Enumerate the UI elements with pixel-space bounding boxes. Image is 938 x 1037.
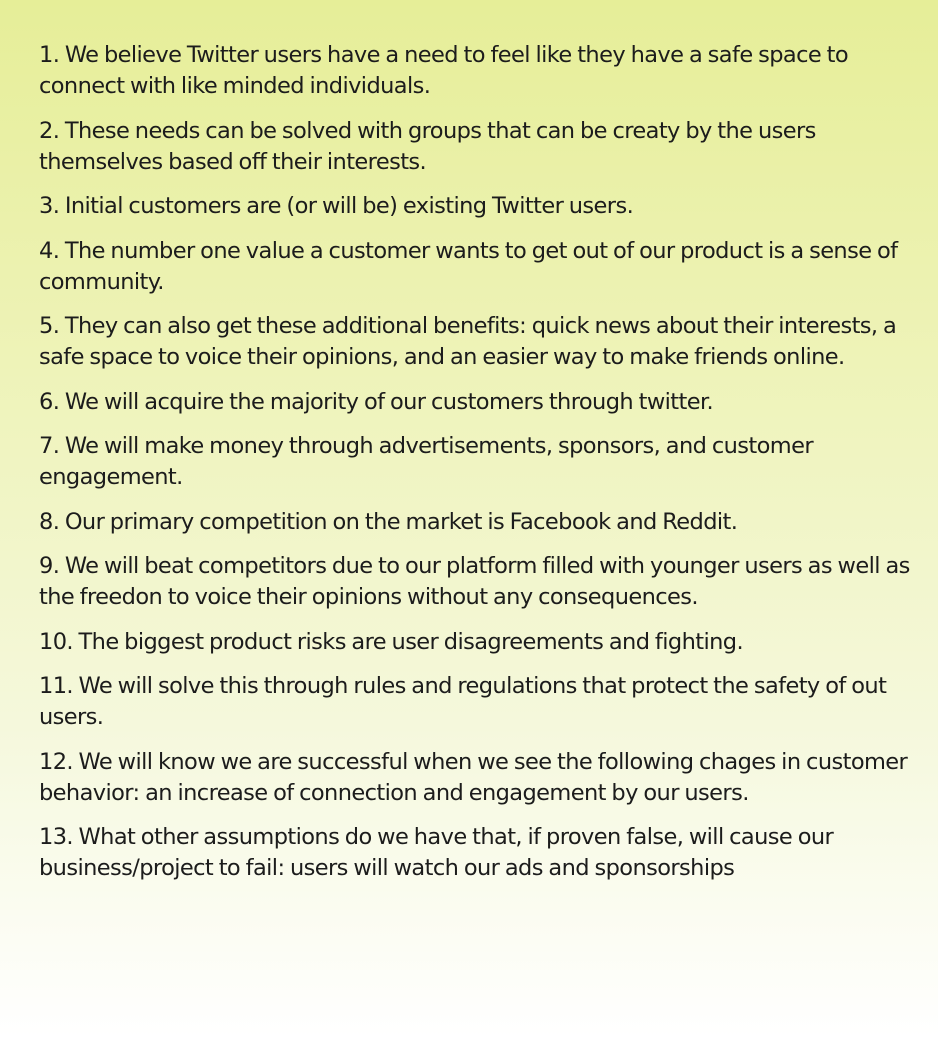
assumption-item-4: 4. The number one value a customer wants to get out of our product is a sense of community. — [39, 237, 898, 295]
assumptions-list — [39, 40, 914, 898]
assumption-item-6: 6. We will acquire the majority of our customers through twitter. — [39, 388, 714, 415]
assumption-item-9: 9. We will beat competitors due to our platform filled with younger users as well as the freedon to voice their opinions without any consequences. — [39, 553, 910, 610]
assumption-item-1: 1. We believe Twitter users have a need to feel like they have a safe space to connect with like minded individuals. — [39, 42, 849, 99]
assumption-item-12: 12. We will know we are successful when we see the following chages in customer behavior: an increase of connection and engagement by our users. — [39, 748, 908, 806]
assumption-item-7: 7. We will make money through advertisements, sponsors, and customer engagement. — [39, 433, 814, 490]
assumption-item-2: 2. These needs can be solved with groups that can be creaty by the users themselves based off their interests. — [39, 117, 816, 175]
assumption-item-11: 11. We will solve this through rules and regulations that protect the safety of out users. — [39, 673, 887, 730]
assumption-item-5: 5. They can also get these additional benefits: quick news about their interests, a safe space to voice their opinions, and an easier way to make friends online. — [39, 313, 897, 370]
assumption-item-13: 13. What other assumptions do we have that, if proven false, will cause our business/project to fail: users will watch our ads and sponsorships — [39, 824, 834, 881]
assumption-item-10: 10. The biggest product risks are user disagreements and fighting. — [39, 628, 744, 655]
assumption-item-8: 8. Our primary competition on the market is Facebook and Reddit. — [39, 508, 738, 535]
assumption-item-3: 3. Initial customers are (or will be) existing Twitter users. — [39, 193, 634, 219]
